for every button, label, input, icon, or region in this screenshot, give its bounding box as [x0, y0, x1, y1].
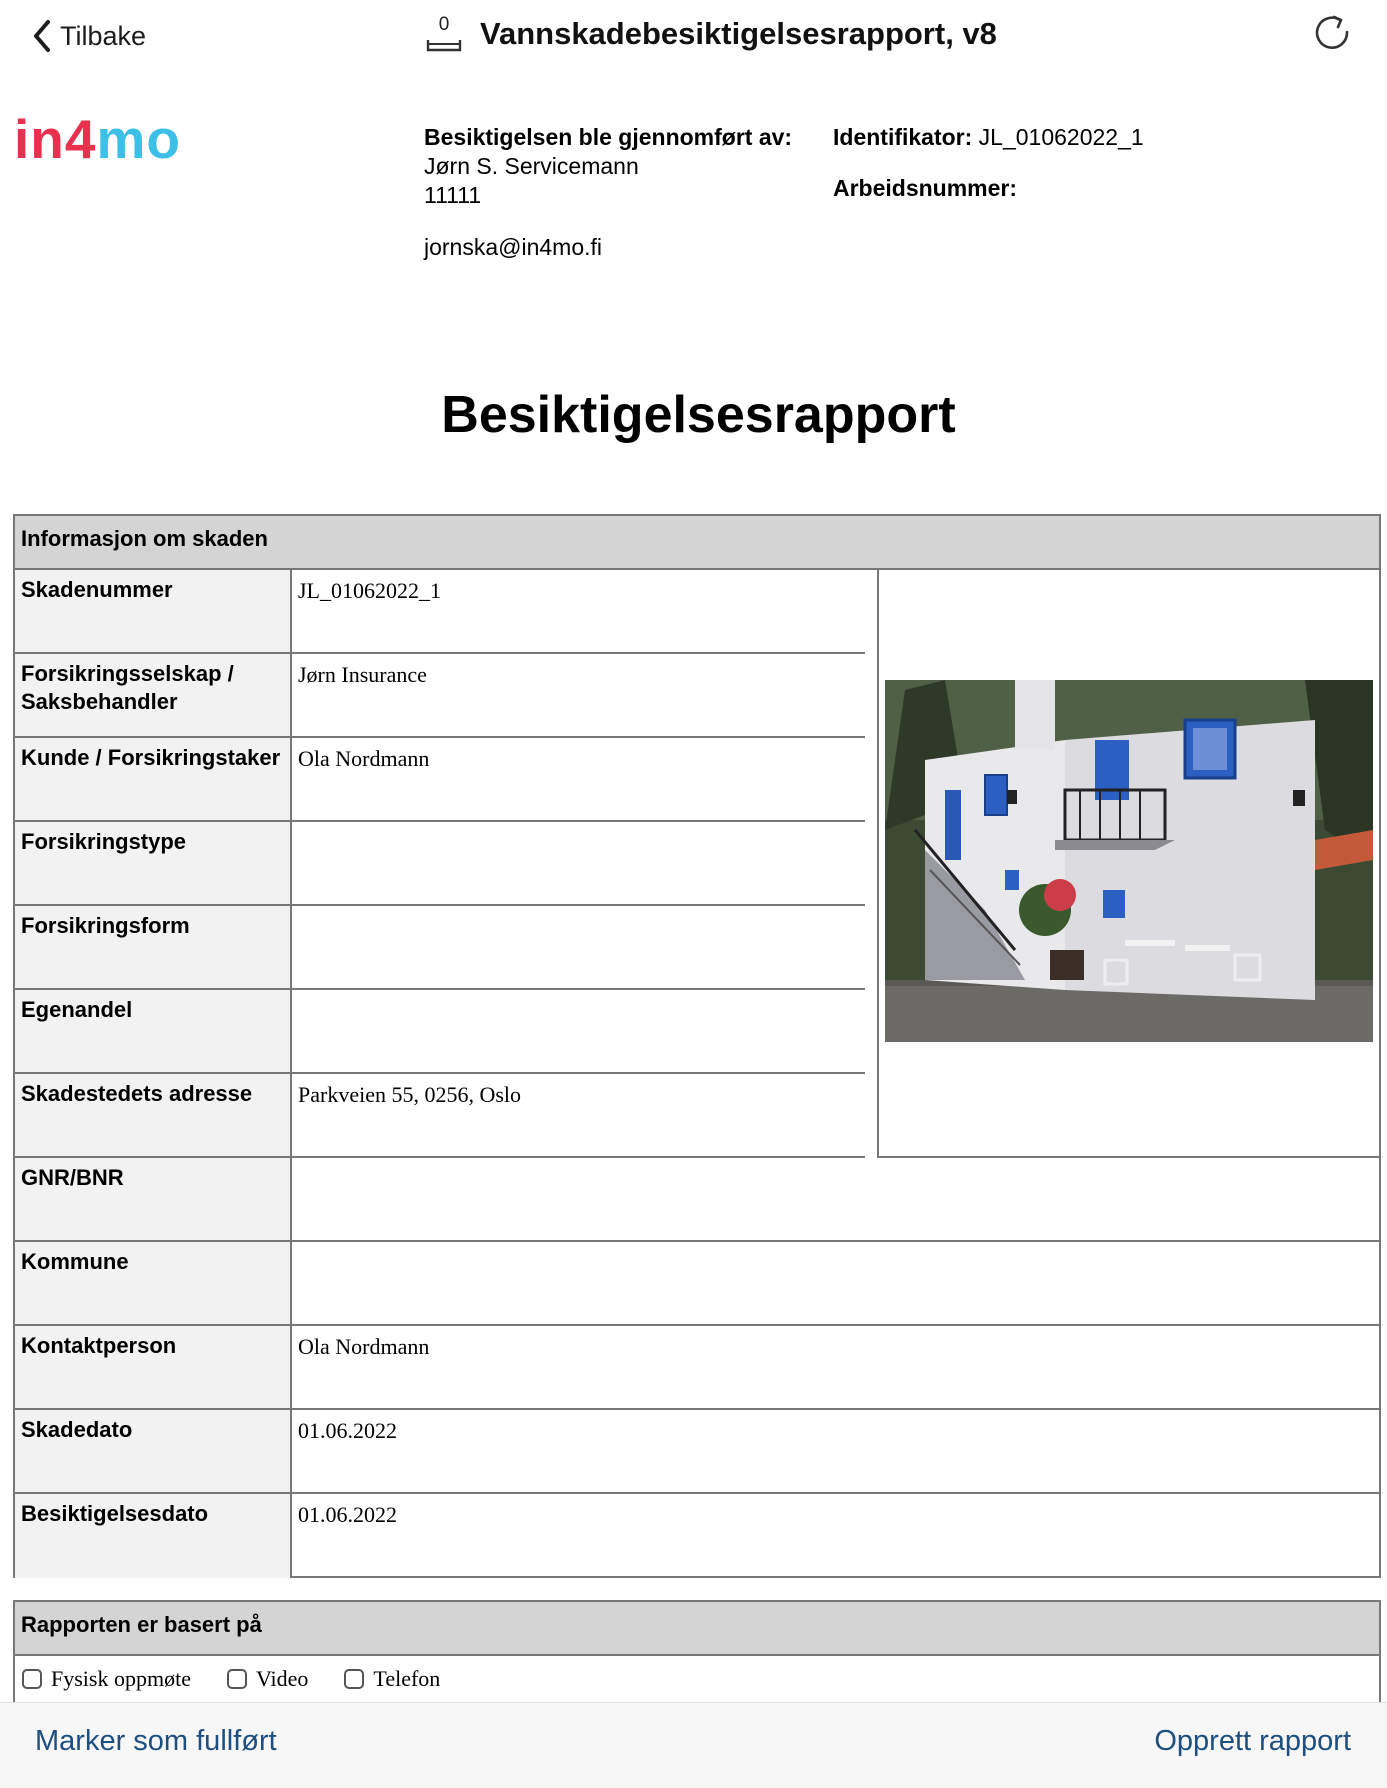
row-label: Kontaktperson [15, 1326, 292, 1408]
identifier-info [833, 123, 1144, 203]
row-value: Ola Nordmann [298, 746, 430, 771]
inspector-label: Besiktigelsen ble gjennomført av: [424, 124, 793, 150]
row-value [292, 990, 865, 1072]
table-row [15, 1494, 1379, 1578]
document-title: Besiktigelsesrapport [441, 386, 956, 444]
table-row [15, 1410, 1379, 1494]
table-row [15, 906, 865, 990]
row-value: Parkveien 55, 0256, Oslo [298, 1082, 522, 1107]
company-logo: in4mo [14, 108, 181, 170]
report-basis-header: Rapporten er basert på [15, 1602, 1379, 1656]
table-row [15, 570, 865, 654]
row-label: Kunde / Forsikringstaker [15, 738, 292, 820]
back-button[interactable] [28, 14, 146, 58]
checkbox[interactable] [227, 1669, 247, 1689]
page-title: Vannskadebesiktigelsesrapport, v8 [480, 16, 997, 51]
table-row [15, 822, 865, 906]
row-label: Forsikringstype [15, 822, 292, 904]
table-row [15, 990, 865, 1074]
chevron-left-icon [28, 16, 56, 56]
damage-info-table [13, 514, 1381, 1578]
inspector-email: jornska@in4mo.fi [424, 234, 603, 260]
report-basis-section [13, 1600, 1381, 1710]
basis-option-phone[interactable] [344, 1666, 440, 1692]
basis-option-label: Video [255, 1666, 309, 1691]
row-value [292, 822, 865, 904]
identifier-label: Identifikator: [833, 124, 973, 150]
row-label: Kommune [15, 1242, 292, 1324]
inspector-id: 11111 [424, 182, 482, 208]
mark-complete-button[interactable]: Marker som fullført [35, 1725, 277, 1757]
table-row [15, 1074, 865, 1158]
row-value: Jørn Insurance [298, 662, 427, 687]
row-value: Ola Nordmann [298, 1334, 430, 1359]
bottom-toolbar [0, 1702, 1387, 1788]
basis-option-label: Fysisk oppmøte [51, 1666, 191, 1691]
identifier-value: JL_01062022_1 [978, 124, 1144, 150]
table-row [15, 1326, 1379, 1410]
back-label: Tilbake [60, 20, 147, 51]
row-label: Skadenummer [15, 570, 292, 652]
outbox-indicator[interactable] [424, 14, 464, 54]
basis-option-video[interactable] [227, 1666, 308, 1692]
row-value: 01.06.2022 [298, 1502, 397, 1527]
create-report-button[interactable]: Opprett rapport [1154, 1725, 1351, 1757]
damage-info-header: Informasjon om skaden [15, 516, 1379, 570]
worknumber-label: Arbeidsnummer: [833, 175, 1018, 201]
checkbox[interactable] [22, 1669, 42, 1689]
row-value [292, 906, 865, 988]
refresh-icon[interactable] [1310, 12, 1354, 56]
basis-option-physical[interactable] [22, 1666, 191, 1692]
checkbox[interactable] [344, 1669, 364, 1689]
inspector-name: Jørn S. Servicemann [424, 153, 639, 179]
basis-option-label: Telefon [373, 1666, 441, 1691]
row-label: Besiktigelsesdato [15, 1494, 292, 1578]
outbox-count: 0 [438, 14, 450, 35]
row-value: 01.06.2022 [298, 1418, 397, 1443]
inspector-info [424, 123, 792, 262]
table-row [15, 1242, 1379, 1326]
row-label: Forsikringsform [15, 906, 292, 988]
table-row [15, 654, 865, 738]
row-value: JL_01062022_1 [298, 578, 441, 603]
table-row [15, 1158, 1379, 1242]
property-photo-cell [877, 570, 1379, 1158]
table-row [15, 738, 865, 822]
row-label: GNR/BNR [15, 1158, 292, 1240]
row-value [292, 1242, 1379, 1324]
row-label: Egenandel [15, 990, 292, 1072]
row-label: Skadedato [15, 1410, 292, 1492]
row-label: Skadestedets adresse [15, 1074, 292, 1156]
row-value [292, 1158, 1379, 1240]
report-basis-options [15, 1656, 1379, 1702]
tray-icon [426, 36, 462, 54]
property-photo[interactable] [885, 680, 1373, 1042]
row-label: Forsikringsselskap / Saksbehandler [15, 654, 292, 736]
